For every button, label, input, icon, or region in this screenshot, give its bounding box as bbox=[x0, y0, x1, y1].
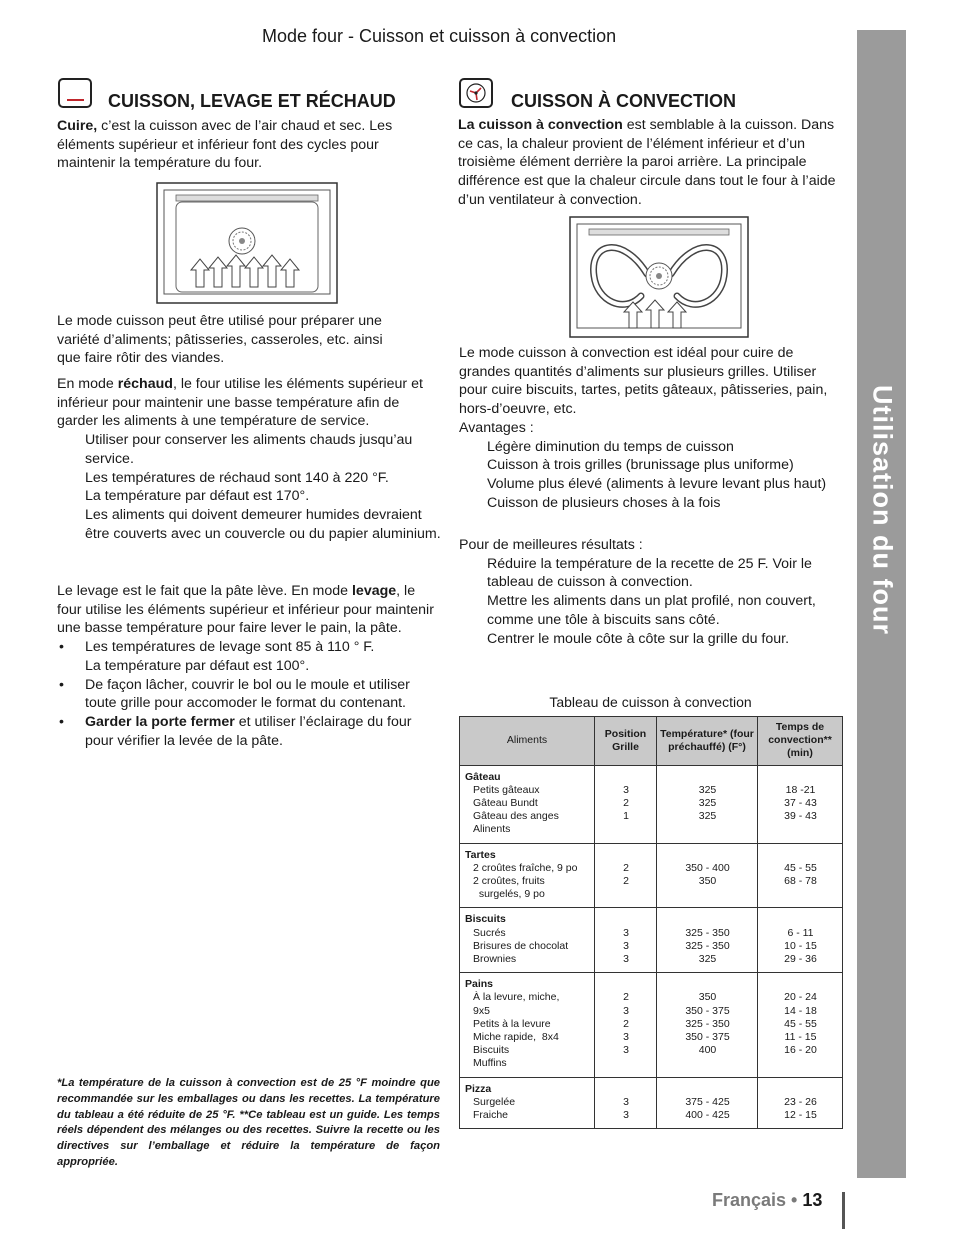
food-item: 2 croûtes, fruits bbox=[473, 875, 545, 888]
time-value: 29 - 36 bbox=[784, 953, 817, 966]
rack-value: 2 bbox=[623, 875, 629, 888]
food-category: Pizza bbox=[465, 1082, 492, 1095]
time-value: 45 - 55 bbox=[784, 861, 817, 874]
proof-default: La température par défaut est 100°. bbox=[85, 657, 310, 674]
proof-door-text: et utiliser l’éclairage du four pour vérifier la levée de la pâte. bbox=[85, 713, 412, 749]
right-heading: CUISSON À CONVECTION bbox=[511, 91, 737, 111]
right-intro bbox=[458, 116, 843, 210]
header-foods: Aliments bbox=[460, 717, 595, 766]
time-value: 45 - 55 bbox=[784, 1017, 817, 1030]
convection-ideal: Le mode cuisson à convection est idéal pour cuire de grandes quantités d’aliments sur plusieurs grilles. Utiliser pour cuire biscuits, tartes, petits gâteaux, pâtisseries, pain, hors-d’oeuvre, etc. bbox=[459, 345, 828, 418]
convection-table bbox=[459, 716, 843, 1129]
food-item: Gâteau Bundt bbox=[473, 797, 538, 810]
food-item: Gâteau des anges bbox=[473, 810, 559, 823]
temperature-value: 325 - 350 bbox=[685, 926, 730, 939]
time-cell bbox=[758, 1077, 843, 1129]
advantage-item: Volume plus élevé (aliments à levure levant plus haut) bbox=[487, 475, 827, 492]
food-cell bbox=[460, 765, 595, 843]
food-item: Petits à la levure bbox=[473, 1017, 551, 1030]
convection-table-wrap bbox=[459, 716, 843, 1129]
table-body bbox=[460, 765, 843, 1129]
page-number: 13 bbox=[802, 1190, 823, 1210]
header-time: Temps de convection** (min) bbox=[758, 717, 843, 766]
bake-mode-icon bbox=[58, 78, 92, 108]
advantages-label: Avantages : bbox=[459, 419, 534, 436]
rack-cell bbox=[595, 973, 657, 1077]
food-item: Brownies bbox=[473, 953, 517, 966]
proof-bullet-3 bbox=[57, 713, 442, 750]
advantage-item: Cuisson de plusieurs choses à la fois bbox=[487, 494, 721, 511]
rack-cell bbox=[595, 765, 657, 843]
temperature-cell bbox=[657, 973, 758, 1077]
temperature-cell bbox=[657, 908, 758, 973]
rack-value: 3 bbox=[623, 953, 629, 966]
header-rack: Position Grille bbox=[595, 717, 657, 766]
table-row bbox=[460, 843, 843, 908]
convection-oven-illustration bbox=[569, 216, 749, 343]
time-value: 11 - 15 bbox=[784, 1031, 817, 1044]
table-row bbox=[460, 908, 843, 973]
food-item: Petits gâteaux bbox=[473, 783, 540, 796]
time-cell bbox=[758, 973, 843, 1077]
proof-bullet-2 bbox=[57, 676, 442, 713]
food-item: 2 croûtes fraîche, 9 po bbox=[473, 861, 578, 874]
footer-divider bbox=[842, 1192, 845, 1229]
best-result-item: Réduire la température de la recette de 25 F. Voir le tableau de cuisson à convection. bbox=[487, 555, 812, 591]
temperature-value: 350 bbox=[698, 991, 717, 1004]
temperature-cell bbox=[657, 1077, 758, 1129]
left-intro bbox=[57, 117, 402, 173]
temperature-value: 350 - 375 bbox=[685, 1004, 730, 1017]
rack-value: 3 bbox=[623, 1109, 629, 1122]
time-cell bbox=[758, 843, 843, 908]
rack-value: 2 bbox=[623, 861, 629, 874]
warm-section bbox=[57, 375, 442, 543]
table-row bbox=[460, 765, 843, 843]
table-row bbox=[460, 973, 843, 1077]
temperature-value: 350 - 400 bbox=[685, 861, 730, 874]
warm-term: réchaud bbox=[117, 376, 173, 392]
warm-item: Utiliser pour conserver les aliments chauds jusqu’au service. bbox=[85, 432, 413, 467]
sidebar-band bbox=[857, 30, 906, 1178]
food-item: À la levure, miche, bbox=[473, 991, 560, 1004]
food-item: Surgelée bbox=[473, 1095, 516, 1108]
time-value: 6 - 11 bbox=[787, 926, 814, 939]
advantage-item: Cuisson à trois grilles (brunissage plus uniforme) bbox=[487, 457, 794, 474]
best-result-item: Centrer le moule côte à côte sur la grille du four. bbox=[487, 630, 790, 647]
food-item: Sucrés bbox=[473, 926, 506, 939]
time-value: 16 - 20 bbox=[784, 1044, 817, 1057]
time-value: 68 - 78 bbox=[784, 875, 817, 888]
time-value: 39 - 43 bbox=[784, 810, 817, 823]
temperature-value: 325 bbox=[698, 953, 717, 966]
temperature-value: 400 - 425 bbox=[685, 1109, 730, 1122]
bullet-dot: • bbox=[59, 639, 64, 656]
rack-value: 3 bbox=[623, 1044, 629, 1057]
bullet-dot: • bbox=[59, 676, 64, 693]
food-category: Gâteau bbox=[465, 770, 501, 783]
food-cell bbox=[460, 973, 595, 1077]
warm-item: Les températures de réchaud sont 140 à 220 °F. bbox=[85, 469, 389, 486]
bullet-dot: • bbox=[59, 713, 64, 730]
food-item: Muffins bbox=[473, 1057, 507, 1070]
warm-lead: En mode bbox=[57, 376, 118, 392]
warm-text: , le four utilise les éléments supérieur et inférieur pour maintenir une basse température afin de garder les aliments à une température de service. bbox=[57, 376, 423, 430]
proof-section bbox=[57, 582, 442, 750]
proof-temps: Les températures de levage sont 85 à 110 ° F. bbox=[85, 639, 375, 656]
table-header-row bbox=[460, 717, 843, 766]
advantages-list bbox=[459, 438, 844, 513]
food-cell bbox=[460, 843, 595, 908]
rack-value: 3 bbox=[623, 783, 629, 796]
best-results bbox=[459, 536, 844, 648]
time-value: 12 - 15 bbox=[784, 1109, 817, 1122]
header-temperature: Température* (four préchauffé) (F°) bbox=[657, 717, 758, 766]
time-cell bbox=[758, 765, 843, 843]
food-item: Biscuits bbox=[473, 1044, 510, 1057]
temperature-value: 325 bbox=[698, 797, 717, 810]
left-heading: CUISSON, LEVAGE ET RÉCHAUD bbox=[108, 91, 396, 111]
food-item: Alinents bbox=[473, 823, 511, 836]
food-item: Fraiche bbox=[473, 1109, 509, 1122]
page-title: Mode four - Cuisson et cuisson à convection bbox=[262, 26, 617, 46]
sidebar-title: Utilisation du four bbox=[867, 385, 897, 635]
convection-usage bbox=[459, 344, 844, 512]
temperature-value: 325 - 350 bbox=[685, 939, 730, 952]
time-value: 10 - 15 bbox=[784, 939, 817, 952]
bake-usage-para: Le mode cuisson peut être utilisé pour préparer une variété d’aliments; pâtisseries, casseroles, etc. ainsi que faire rôtir des viandes. bbox=[57, 313, 383, 367]
time-value: 20 - 24 bbox=[784, 991, 817, 1004]
best-results-list bbox=[459, 555, 844, 649]
time-value: 18 -21 bbox=[785, 783, 816, 796]
warm-item: La température par défaut est 170°. bbox=[85, 488, 310, 505]
table-row bbox=[460, 1077, 843, 1129]
convection-term: La cuisson à convection bbox=[458, 117, 623, 133]
proof-door-term: Garder la porte fermer bbox=[85, 713, 235, 730]
rack-value: 2 bbox=[623, 797, 629, 810]
temperature-value: 375 - 425 bbox=[685, 1095, 730, 1108]
food-category: Tartes bbox=[465, 848, 496, 861]
rack-value: 3 bbox=[623, 939, 629, 952]
rack-value: 3 bbox=[623, 1095, 629, 1108]
temperature-value: 350 - 375 bbox=[685, 1031, 730, 1044]
rack-value: 3 bbox=[623, 926, 629, 939]
rack-cell bbox=[595, 908, 657, 973]
page-footer bbox=[712, 1190, 822, 1211]
rack-value: 2 bbox=[623, 1017, 629, 1030]
best-result-item: Mettre les aliments dans un plat profilé, non couvert, comme une tôle à biscuits sans côté. bbox=[487, 593, 816, 628]
intro-term: Cuire, bbox=[57, 118, 98, 134]
time-value: 23 - 26 bbox=[784, 1095, 817, 1108]
rack-value: 3 bbox=[623, 1004, 629, 1017]
advantage-item: Légère diminution du temps de cuisson bbox=[487, 438, 734, 455]
rack-cell bbox=[595, 1077, 657, 1129]
fan-glyph bbox=[461, 80, 491, 106]
footer-language: Français • bbox=[712, 1190, 798, 1210]
food-cell bbox=[460, 1077, 595, 1129]
warm-list bbox=[57, 431, 442, 543]
time-cell bbox=[758, 908, 843, 973]
temperature-value: 325 - 350 bbox=[685, 1017, 730, 1030]
footnote: *La température de la cuisson à convection est de 25 °F moindre que recommandée sur les emballages ou dans les recettes. La température du tableau a été réduite de 25 °F. **Ce tableau est un guide. Les temps réels dépendent des mélanges ou des recettes. Suivre la recette ou les directives sur l’emballage et réduire la température de façon appropriée. bbox=[57, 1077, 440, 1168]
proof-lead: Le levage est le fait que la pâte lève. En mode bbox=[57, 583, 352, 599]
food-cell bbox=[460, 908, 595, 973]
food-item: 9x5 bbox=[473, 1004, 490, 1017]
temperature-cell bbox=[657, 843, 758, 908]
proof-cover: De façon lâcher, couvrir le bol ou le moule et utiliser toute grille pour accomoder le format du contenant. bbox=[85, 676, 410, 712]
oven-convection-diagram bbox=[569, 216, 749, 338]
proof-bullet-1 bbox=[57, 638, 442, 675]
convection-fan-icon bbox=[459, 78, 493, 108]
food-category: Pains bbox=[465, 978, 494, 991]
table-caption: Tableau de cuisson à convection bbox=[549, 694, 752, 710]
temperature-value: 325 bbox=[698, 810, 717, 823]
oven-bake-diagram bbox=[156, 182, 338, 304]
time-value: 37 - 43 bbox=[784, 797, 817, 810]
warm-item: Les aliments qui doivent demeurer humides devraient être couverts avec un couvercle ou du papier aluminium. bbox=[85, 506, 441, 542]
time-value: 14 - 18 bbox=[784, 1004, 817, 1017]
food-item: surgelés, 9 po bbox=[473, 888, 545, 901]
temperature-value: 400 bbox=[698, 1044, 717, 1057]
best-results-label: Pour de meilleures résultats : bbox=[459, 537, 643, 553]
rack-cell bbox=[595, 843, 657, 908]
food-item: Brisures de chocolat bbox=[473, 939, 569, 952]
convection-text: est semblable à la cuisson. Dans ce cas, la chaleur provient de l’élément inférieur et d’un troisième élément derrière la paroi arrière. La principale différence est que la chaleur circule dans tout le four à l’aide d’un ventilateur à convection. bbox=[458, 117, 836, 208]
temperature-cell bbox=[657, 765, 758, 843]
bake-oven-illustration bbox=[156, 182, 338, 309]
rack-value: 3 bbox=[623, 1031, 629, 1044]
rack-value: 1 bbox=[623, 810, 629, 823]
proof-text: , le four utilise les éléments supérieur et inférieur pour maintenir une basse température pour faire lever le pain, la pâte. bbox=[57, 583, 434, 637]
temperature-value: 350 bbox=[698, 875, 717, 888]
proof-term: levage bbox=[351, 583, 397, 599]
food-item: Miche rapide, 8x4 bbox=[473, 1031, 559, 1044]
rack-value: 2 bbox=[623, 991, 629, 1004]
food-category: Biscuits bbox=[465, 913, 506, 926]
intro-text: c’est la cuisson avec de l’air chaud et sec. Les éléments supérieur et inférieur font des cycles pour maintenir la température du four. bbox=[57, 118, 393, 172]
temperature-value: 325 bbox=[698, 783, 717, 796]
